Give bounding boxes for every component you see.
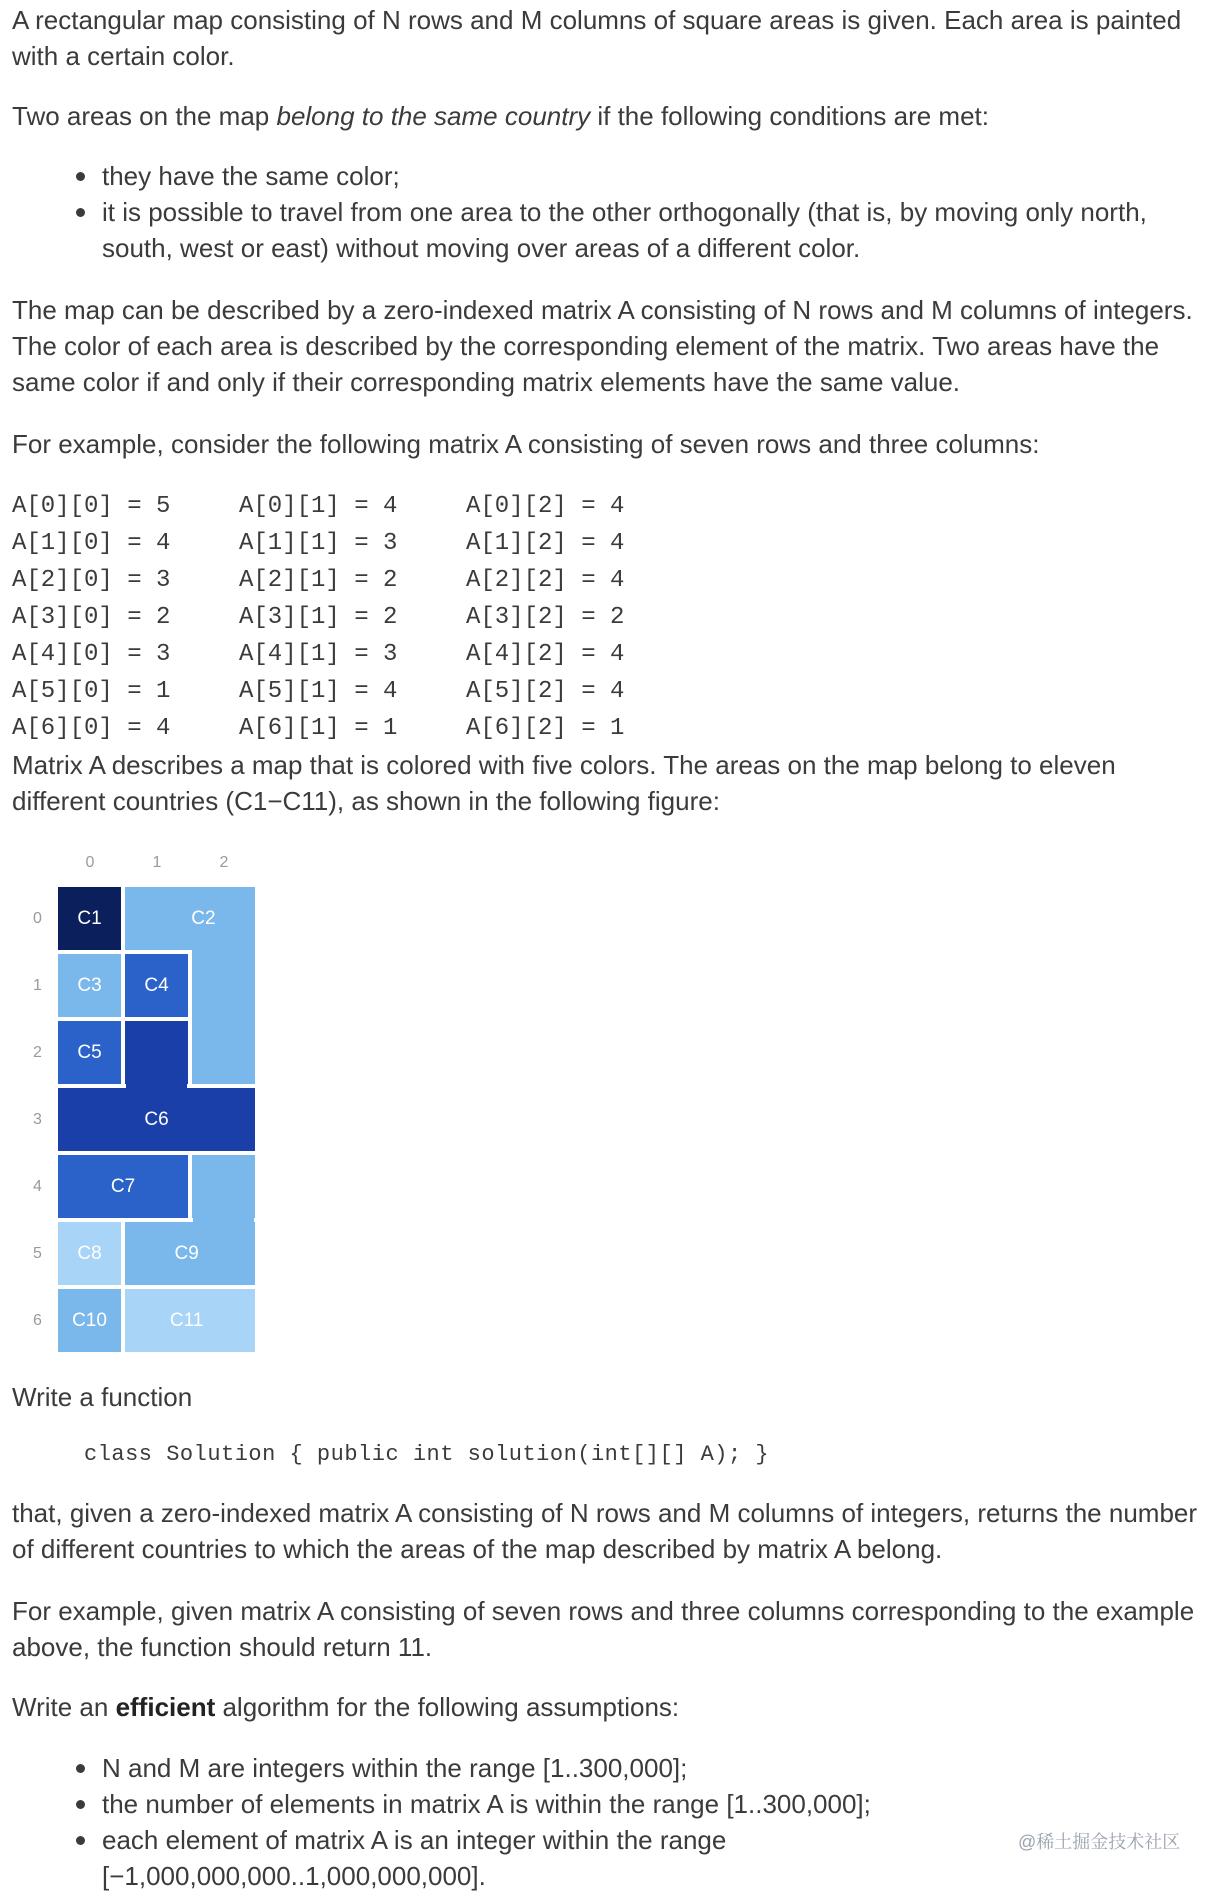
bullet-icon bbox=[76, 1836, 85, 1845]
function-signature: class Solution { public int solution(int[][] A); } bbox=[84, 1442, 770, 1467]
bullet-icon bbox=[76, 1800, 85, 1809]
row-index-label: 4 bbox=[33, 1177, 42, 1195]
condition-text: they have the same color; bbox=[102, 161, 400, 191]
country-area bbox=[123, 885, 257, 952]
row-index-label: 1 bbox=[33, 976, 42, 994]
matrix-cell: A[5][0] = 1 bbox=[12, 678, 171, 705]
write-function-paragraph: Write a function bbox=[12, 1382, 193, 1412]
condition-item bbox=[70, 158, 1170, 194]
country-area bbox=[190, 952, 257, 1086]
same-country-emphasis: belong to the same country bbox=[276, 101, 591, 131]
conditions-list bbox=[70, 158, 1170, 266]
bullet-icon bbox=[76, 1764, 85, 1773]
matrix-cell: A[1][0] = 4 bbox=[12, 530, 171, 557]
matrix-cell: A[6][2] = 1 bbox=[466, 715, 625, 742]
bullet-icon bbox=[76, 208, 85, 217]
condition-text: it is possible to travel from one area to the other orthogonally (that is, by moving only north, south, west or east) without moving over areas of a different color. bbox=[102, 197, 1147, 263]
country-label: C10 bbox=[72, 1309, 107, 1331]
efficiency-text-before: Write an bbox=[12, 1692, 116, 1722]
example-result-paragraph: For example, given matrix A consisting of seven rows and three columns corresponding to the example above, the function should return 11. bbox=[12, 1596, 1195, 1662]
country-label: C1 bbox=[77, 907, 102, 929]
country-area bbox=[123, 1019, 190, 1086]
assumption-text: each element of matrix A is an integer within the range [−1,000,000,000..1,000,000,000]. bbox=[102, 1825, 727, 1891]
matrix-cell: A[4][2] = 4 bbox=[466, 641, 625, 668]
column-index-label: 1 bbox=[152, 854, 162, 871]
row-index-label: 3 bbox=[33, 1110, 42, 1128]
matrix-cell: A[3][2] = 2 bbox=[466, 604, 625, 631]
function-description-paragraph: that, given a zero-indexed matrix A consisting of N rows and M columns of integers, returns the number of different countries to which the areas of the map described by matrix A belong. bbox=[12, 1498, 1198, 1564]
matrix-cell: A[4][1] = 3 bbox=[239, 641, 398, 668]
country-label: C3 bbox=[77, 974, 102, 996]
country-area bbox=[190, 1153, 257, 1220]
row-index-label: 6 bbox=[33, 1311, 42, 1329]
matrix-cell: A[0][2] = 4 bbox=[466, 493, 625, 520]
assumption-item bbox=[70, 1786, 1170, 1822]
efficiency-text-after: algorithm for the following assumptions: bbox=[215, 1692, 680, 1722]
efficiency-paragraph bbox=[12, 1689, 1212, 1725]
country-label: C8 bbox=[77, 1242, 102, 1264]
country-area-joint bbox=[193, 1213, 253, 1226]
country-map-figure bbox=[30, 855, 270, 1355]
row-index-label: 5 bbox=[33, 1244, 42, 1262]
country-label: C6 bbox=[144, 1108, 169, 1130]
assumption-item bbox=[70, 1822, 802, 1894]
matrix-description-paragraph: The map can be described by a zero-indexed matrix A consisting of N rows and M columns of integers. The color of each area is described by the corresponding element of the matrix. Two areas have the same color if and only if their corresponding matrix elements have the same value. bbox=[12, 295, 1193, 397]
assumption-text: the number of elements in matrix A is within the range [1..300,000]; bbox=[102, 1789, 871, 1819]
country-area-joint bbox=[192, 945, 255, 965]
country-label: C4 bbox=[144, 974, 169, 996]
same-country-text-before: Two areas on the map bbox=[12, 101, 277, 131]
example-intro-paragraph: For example, consider the following matrix A consisting of seven rows and three columns: bbox=[12, 429, 1040, 459]
matrix-cell: A[0][0] = 5 bbox=[12, 493, 171, 520]
column-index-label: 2 bbox=[219, 854, 229, 871]
matrix-cell: A[5][2] = 4 bbox=[466, 678, 625, 705]
bullet-icon bbox=[76, 172, 85, 181]
matrix-cell: A[1][1] = 3 bbox=[239, 530, 398, 557]
country-label: C9 bbox=[174, 1242, 199, 1264]
matrix-cell: A[2][1] = 2 bbox=[239, 567, 398, 594]
matrix-cell: A[5][1] = 4 bbox=[239, 678, 398, 705]
assumptions-list bbox=[70, 1750, 1170, 1894]
same-country-text-after: if the following conditions are met: bbox=[590, 101, 989, 131]
matrix-cell: A[0][1] = 4 bbox=[239, 493, 398, 520]
matrix-cell: A[6][1] = 1 bbox=[239, 715, 398, 742]
row-index-label: 2 bbox=[33, 1043, 42, 1061]
assumption-text: N and M are integers within the range [1..300,000]; bbox=[102, 1753, 688, 1783]
intro-paragraph: A rectangular map consisting of N rows and M columns of square areas is given. Each area is painted with a certain color. bbox=[12, 5, 1182, 71]
efficient-emphasis: efficient bbox=[115, 1692, 216, 1722]
country-label: C7 bbox=[110, 1175, 136, 1197]
watermark: @稀土掘金技术社区 bbox=[1018, 1832, 1181, 1852]
row-index-label: 0 bbox=[33, 909, 42, 927]
country-label: C5 bbox=[77, 1041, 102, 1063]
matrix-cell: A[4][0] = 3 bbox=[12, 641, 171, 668]
condition-item bbox=[70, 194, 1170, 266]
countries-description-paragraph: Matrix A describes a map that is colored with five colors. The areas on the map belong to eleven different countries (C1−C11), as shown in the following figure: bbox=[12, 750, 1116, 816]
column-index-label: 0 bbox=[85, 854, 95, 871]
matrix-cell: A[2][0] = 3 bbox=[12, 567, 171, 594]
country-label: C2 bbox=[191, 907, 216, 929]
matrix-cell: A[3][1] = 2 bbox=[239, 604, 398, 631]
country-label: C11 bbox=[169, 1309, 204, 1331]
country-area-joint bbox=[126, 1079, 186, 1092]
matrix-cell: A[3][0] = 2 bbox=[12, 604, 171, 631]
same-country-paragraph bbox=[12, 98, 1212, 134]
assumption-item bbox=[70, 1750, 1170, 1786]
matrix-cell: A[6][0] = 4 bbox=[12, 715, 171, 742]
matrix-cell: A[1][2] = 4 bbox=[466, 530, 625, 557]
matrix-cell: A[2][2] = 4 bbox=[466, 567, 625, 594]
